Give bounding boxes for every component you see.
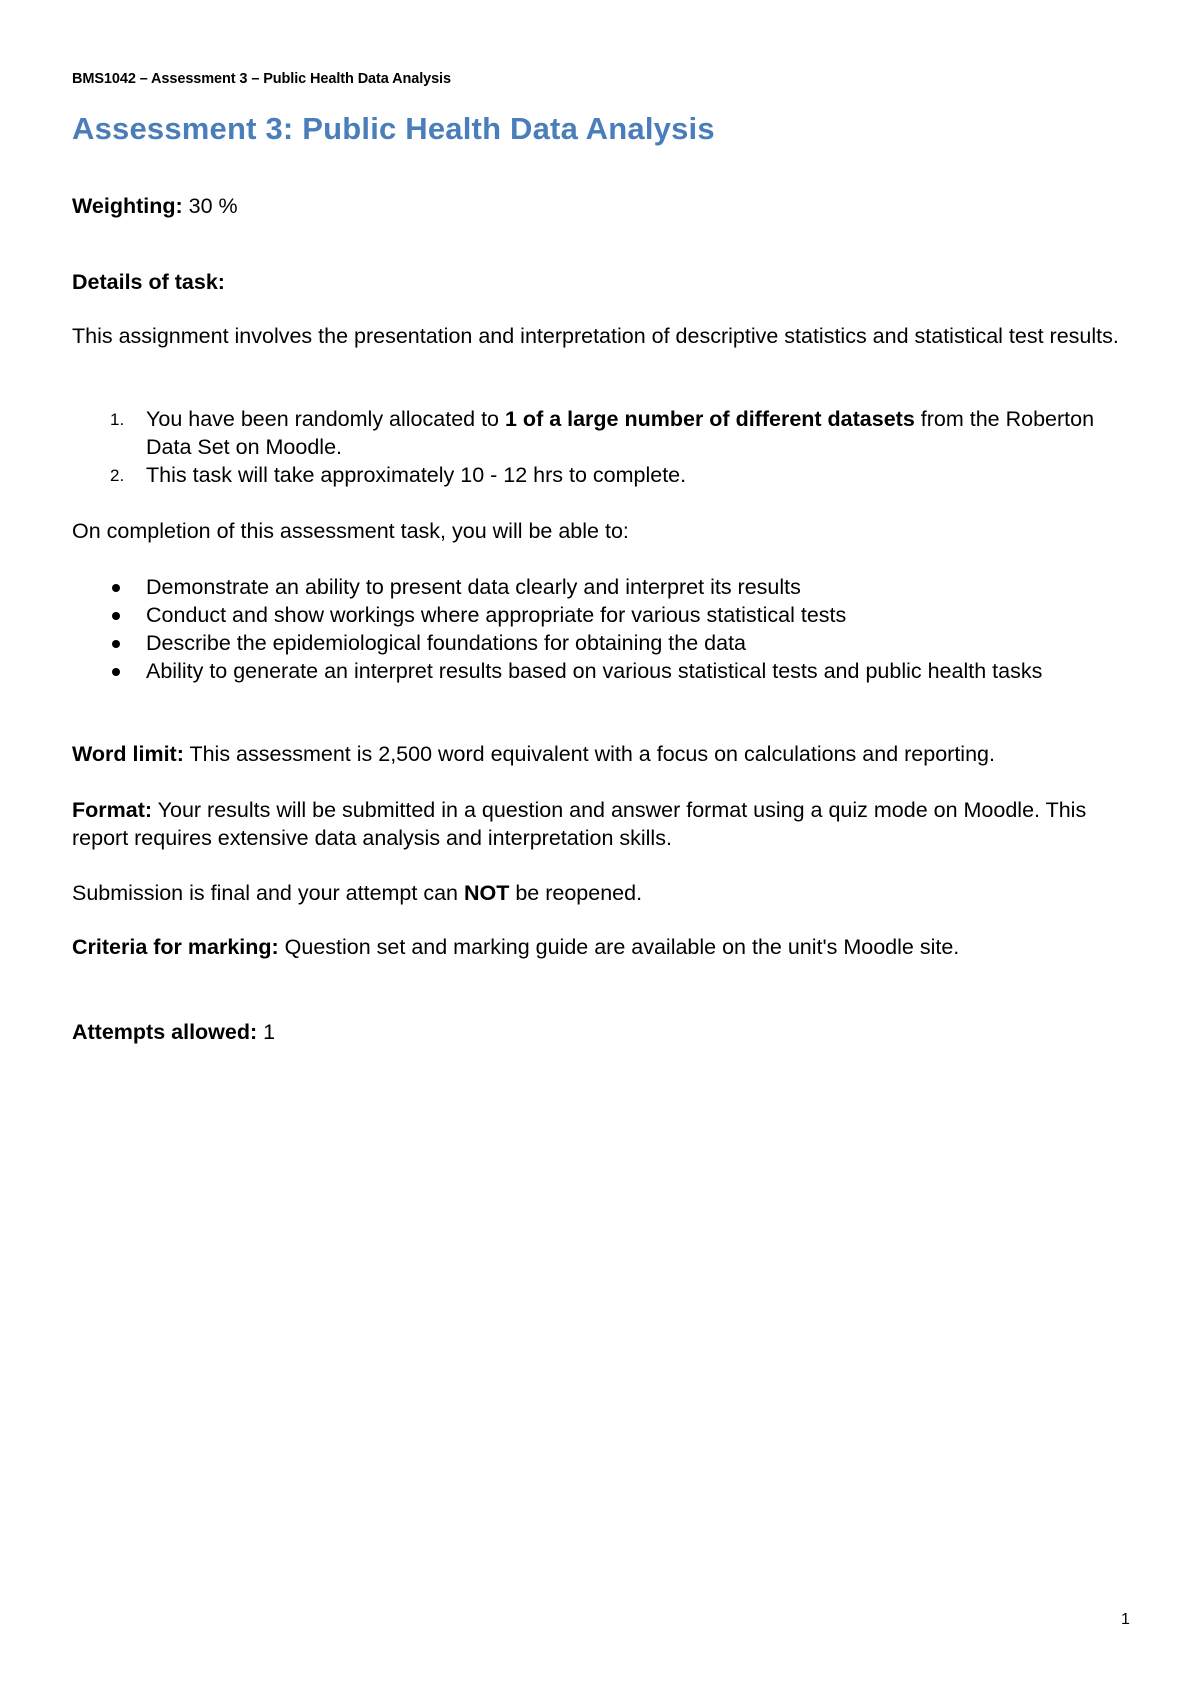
details-heading: Details of task: xyxy=(72,270,225,294)
submission-text: Submission is final and your attempt can xyxy=(72,881,464,905)
bullet-icon xyxy=(112,584,120,592)
criteria-label: Criteria for marking: xyxy=(72,935,279,959)
list-item xyxy=(72,601,1132,629)
item-text: This task will take approximately 10 - 12 hrs to complete. xyxy=(146,463,687,487)
weighting-line xyxy=(72,192,1132,220)
outcome-text: Describe the epidemiological foundations for obtaining the data xyxy=(146,631,747,655)
word-limit-value: This assessment is 2,500 word equivalent with a focus on calculations and reporting. xyxy=(183,742,995,766)
format-value: Your results will be submitted in a question and answer format using a quiz mode on Moodle. This report requires extensive data analysis and interpretation skills. xyxy=(72,798,1087,850)
attempts-value: 1 xyxy=(257,1020,276,1044)
criteria-value: Question set and marking guide are available on the unit's Moodle site. xyxy=(278,935,960,959)
list-item xyxy=(72,629,1132,657)
outcomes-intro: On completion of this assessment task, you will be able to: xyxy=(72,519,629,543)
list-item xyxy=(72,657,1132,685)
outcomes-list xyxy=(72,573,1132,685)
word-limit-line xyxy=(72,740,1132,768)
submission-text: be reopened. xyxy=(509,881,643,905)
bullet-icon xyxy=(112,640,120,648)
page-number: 1 xyxy=(1121,1611,1130,1628)
list-item xyxy=(72,573,1132,601)
numbered-item xyxy=(72,405,1132,461)
attempts-label: Attempts allowed: xyxy=(72,1020,258,1044)
item-text: from the Roberton Data Set on Moodle. xyxy=(146,407,1095,459)
word-limit-label: Word limit: xyxy=(72,742,184,766)
numbered-item xyxy=(72,461,1132,489)
weighting-value: 30 % xyxy=(182,194,238,218)
outcome-text: Ability to generate an interpret results based on various statistical tests and public health tasks xyxy=(146,659,1043,683)
format-label: Format: xyxy=(72,798,153,822)
outcome-text: Conduct and show workings where appropriate for various statistical tests xyxy=(146,603,847,627)
intro-paragraph: This assignment involves the presentation and interpretation of descriptive statistics and statistical test results. xyxy=(72,324,1119,348)
submission-emphasis: NOT xyxy=(463,881,510,905)
criteria-line xyxy=(72,933,1132,961)
attempts-line xyxy=(72,1018,1132,1046)
format-paragraph xyxy=(72,796,1132,852)
list-number: 1. xyxy=(110,410,125,429)
bullet-icon xyxy=(112,668,120,676)
list-number: 2. xyxy=(110,466,125,485)
bullet-icon xyxy=(112,612,120,620)
numbered-list xyxy=(72,405,1132,489)
submission-line xyxy=(72,879,1132,907)
running-header: BMS1042 – Assessment 3 – Public Health Data Analysis xyxy=(72,71,451,87)
item-emphasis: 1 of a large number of different datasets xyxy=(505,407,915,431)
document-title: Assessment 3: Public Health Data Analysis xyxy=(72,111,715,146)
item-text: You have been randomly allocated to xyxy=(146,407,505,431)
weighting-label: Weighting: xyxy=(72,194,183,218)
outcome-text: Demonstrate an ability to present data clearly and interpret its results xyxy=(146,575,801,599)
